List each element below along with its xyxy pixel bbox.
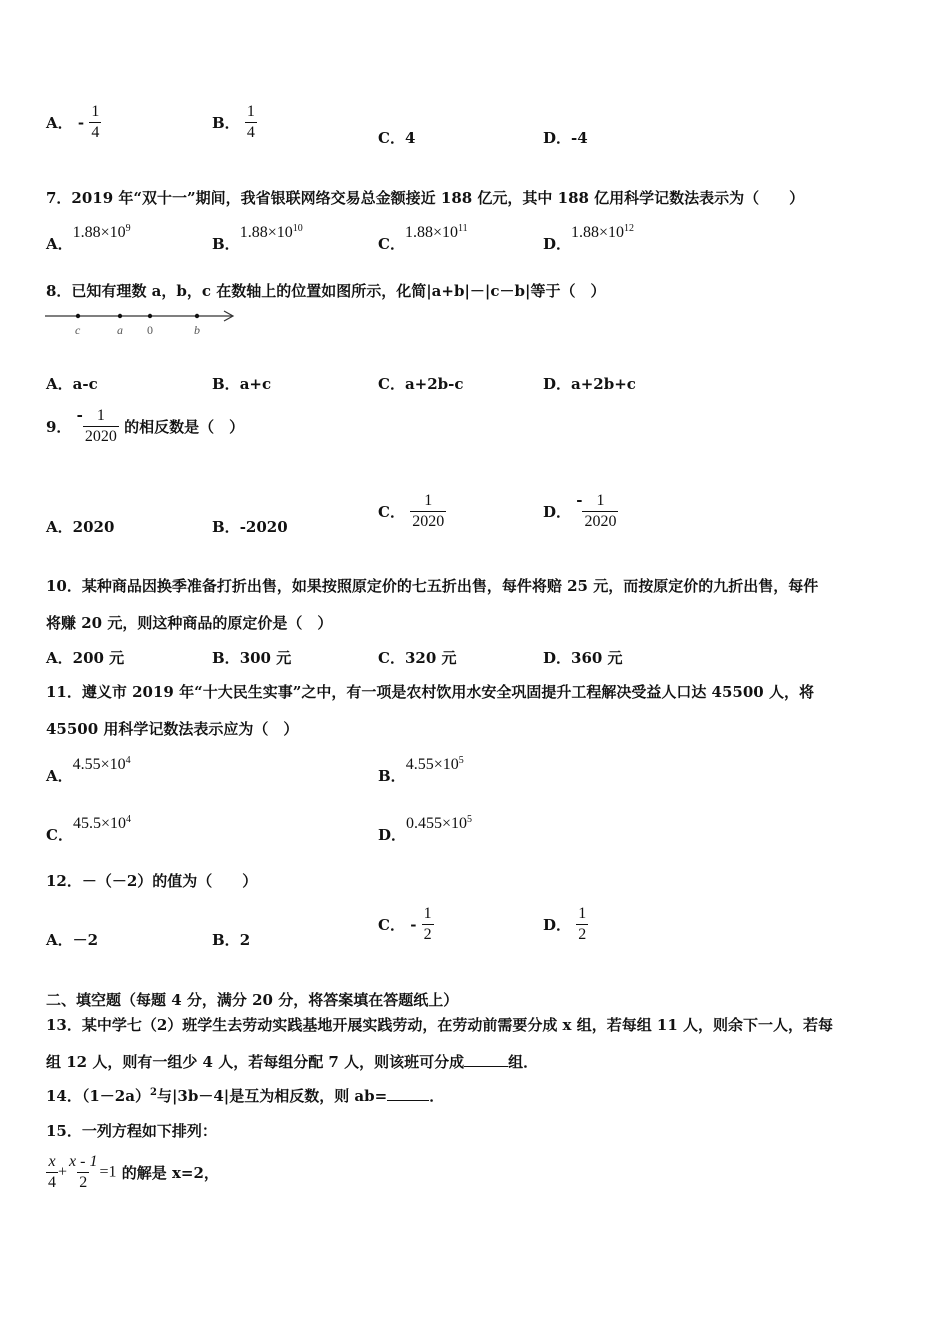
q9-option-c: C． $\frac{1}{2020}$ bbox=[378, 492, 445, 530]
q7-stem: 7．2019 年“双十一”期间，我省银联网络交易总金额接近 188 亿元，其中 188 亿用科学记数法表示为（ ） bbox=[46, 189, 805, 207]
q6-option-b: B． $\frac{1}{4}$ bbox=[212, 103, 255, 141]
q12-d-fraction: $\frac{1}{2}$ bbox=[578, 905, 587, 943]
q10-stem-line2: 将赚 20 元，则这种商品的原定价是（ ） bbox=[46, 614, 333, 632]
q8-option-a: A．a-c bbox=[46, 375, 98, 393]
q15-frac-1: $\frac{x}{4}$ bbox=[48, 1153, 56, 1191]
q12-c-fraction: $\frac{1}{2}$ bbox=[423, 905, 432, 943]
point-c bbox=[76, 314, 80, 318]
q7-option-a: A．$1.88\times 10^9$ bbox=[46, 223, 131, 253]
q14-stem: 14．$(1-2a)^2$与|3b－4|是互为相反数，则 ab= ． bbox=[46, 1087, 445, 1105]
q7-option-c: C．$1.88\times 10^{11}$ bbox=[378, 223, 468, 253]
q9-stem: 9． - $\frac{1}{2020}$ 的相反数是（ ） bbox=[46, 405, 245, 445]
q12-option-b: B．2 bbox=[212, 931, 251, 949]
q6-a-fraction: $\frac{1}{4}$ bbox=[91, 103, 100, 141]
q8-option-b: B．a+c bbox=[212, 375, 272, 393]
label-0: 0 bbox=[147, 323, 153, 337]
q7-option-d: D．$1.88\times 10^{12}$ bbox=[543, 223, 635, 253]
point-0 bbox=[148, 314, 152, 318]
q15-equation: $\frac{x}{4}$ + $\frac{x - 1}{2}$ =1 的解是 x=2， bbox=[48, 1153, 219, 1191]
q7-option-b: B．$1.88\times 10^{10}$ bbox=[212, 223, 303, 253]
point-b bbox=[195, 314, 199, 318]
q12-option-a: A．－2 bbox=[46, 931, 99, 949]
q9-option-d: D． - $\frac{1}{2020}$ bbox=[543, 490, 617, 530]
q11-option-d: D．$0.455\times 10^5$ bbox=[378, 814, 473, 844]
q10-option-d: D．360 元 bbox=[543, 649, 623, 667]
point-a bbox=[118, 314, 122, 318]
number-line-figure bbox=[44, 306, 238, 338]
q8-option-d: D．a+2b+c bbox=[543, 375, 636, 393]
q14-answer-blank[interactable] bbox=[387, 1086, 429, 1101]
q12-option-c: C． - $\frac{1}{2}$ bbox=[378, 905, 432, 943]
q9-option-a: A．2020 bbox=[46, 518, 115, 536]
q10-option-c: C．320 元 bbox=[378, 649, 457, 667]
q15-frac-2: $\frac{x - 1}{2}$ bbox=[69, 1153, 98, 1191]
q6-option-c: C．4 bbox=[378, 129, 416, 147]
q9-option-b: B．-2020 bbox=[212, 518, 288, 536]
label-a: a bbox=[117, 323, 123, 337]
q10-stem-line1: 10．某种商品因换季准备打折出售，如果按照原定价的七五折出售，每件将赔 25 元，而按原定价的九折出售，每件 bbox=[46, 577, 819, 595]
q12-option-d: D． $\frac{1}{2}$ bbox=[543, 905, 587, 943]
q6-option-a: A． - $\frac{1}{4}$ bbox=[46, 103, 100, 141]
q6-b-fraction: $\frac{1}{4}$ bbox=[246, 103, 255, 141]
q11-stem-line1: 11．遵义市 2019 年“十大民生实事”之中，有一项是农村饮用水安全巩固提升工程解决受益人口达 45500 人，将 bbox=[46, 683, 814, 701]
q11-option-c: C．$45.5\times 10^4$ bbox=[46, 814, 131, 844]
q9-d-fraction: $\frac{1}{2020}$ bbox=[584, 492, 617, 530]
label-c: c bbox=[75, 323, 81, 337]
q11-stem-line2: 45500 用科学记数法表示应为（ ） bbox=[46, 720, 299, 738]
q11-option-b: B．$4.55\times 10^5$ bbox=[378, 755, 464, 785]
q6-option-d: D．-4 bbox=[543, 129, 588, 147]
q10-option-a: A．200 元 bbox=[46, 649, 125, 667]
q8-option-c: C．a+2b-c bbox=[378, 375, 464, 393]
q13-stem-line2: 组 12 人，则有一组少 4 人，若每组分配 7 人，则该班可分成 组． bbox=[46, 1053, 539, 1071]
q12-stem: 12．－（－2）的值为（ ） bbox=[46, 872, 258, 890]
q11-option-a: A．$4.55\times 10^4$ bbox=[46, 755, 131, 785]
q9-c-fraction: $\frac{1}{2020}$ bbox=[412, 492, 445, 530]
section-heading: 二、填空题（每题 4 分，满分 20 分，将答案填在答题纸上） bbox=[46, 991, 459, 1009]
q15-stem: 15．一列方程如下排列： bbox=[46, 1122, 217, 1140]
q10-option-b: B．300 元 bbox=[212, 649, 292, 667]
label-b: b bbox=[194, 323, 200, 337]
q13-stem-line1: 13．某中学七（2）班学生去劳动实践基地开展实践劳动，在劳动前需要分成 x 组，若每组 11 人，则余下一人，若每 bbox=[46, 1016, 834, 1034]
q9-stem-fraction: $\frac{1}{2020}$ bbox=[84, 407, 117, 445]
q8-stem: 8．已知有理数 a，b，c 在数轴上的位置如图所示，化简|a+b|－|c－b|等于（ ） bbox=[46, 282, 606, 300]
q13-answer-blank[interactable] bbox=[464, 1052, 508, 1067]
